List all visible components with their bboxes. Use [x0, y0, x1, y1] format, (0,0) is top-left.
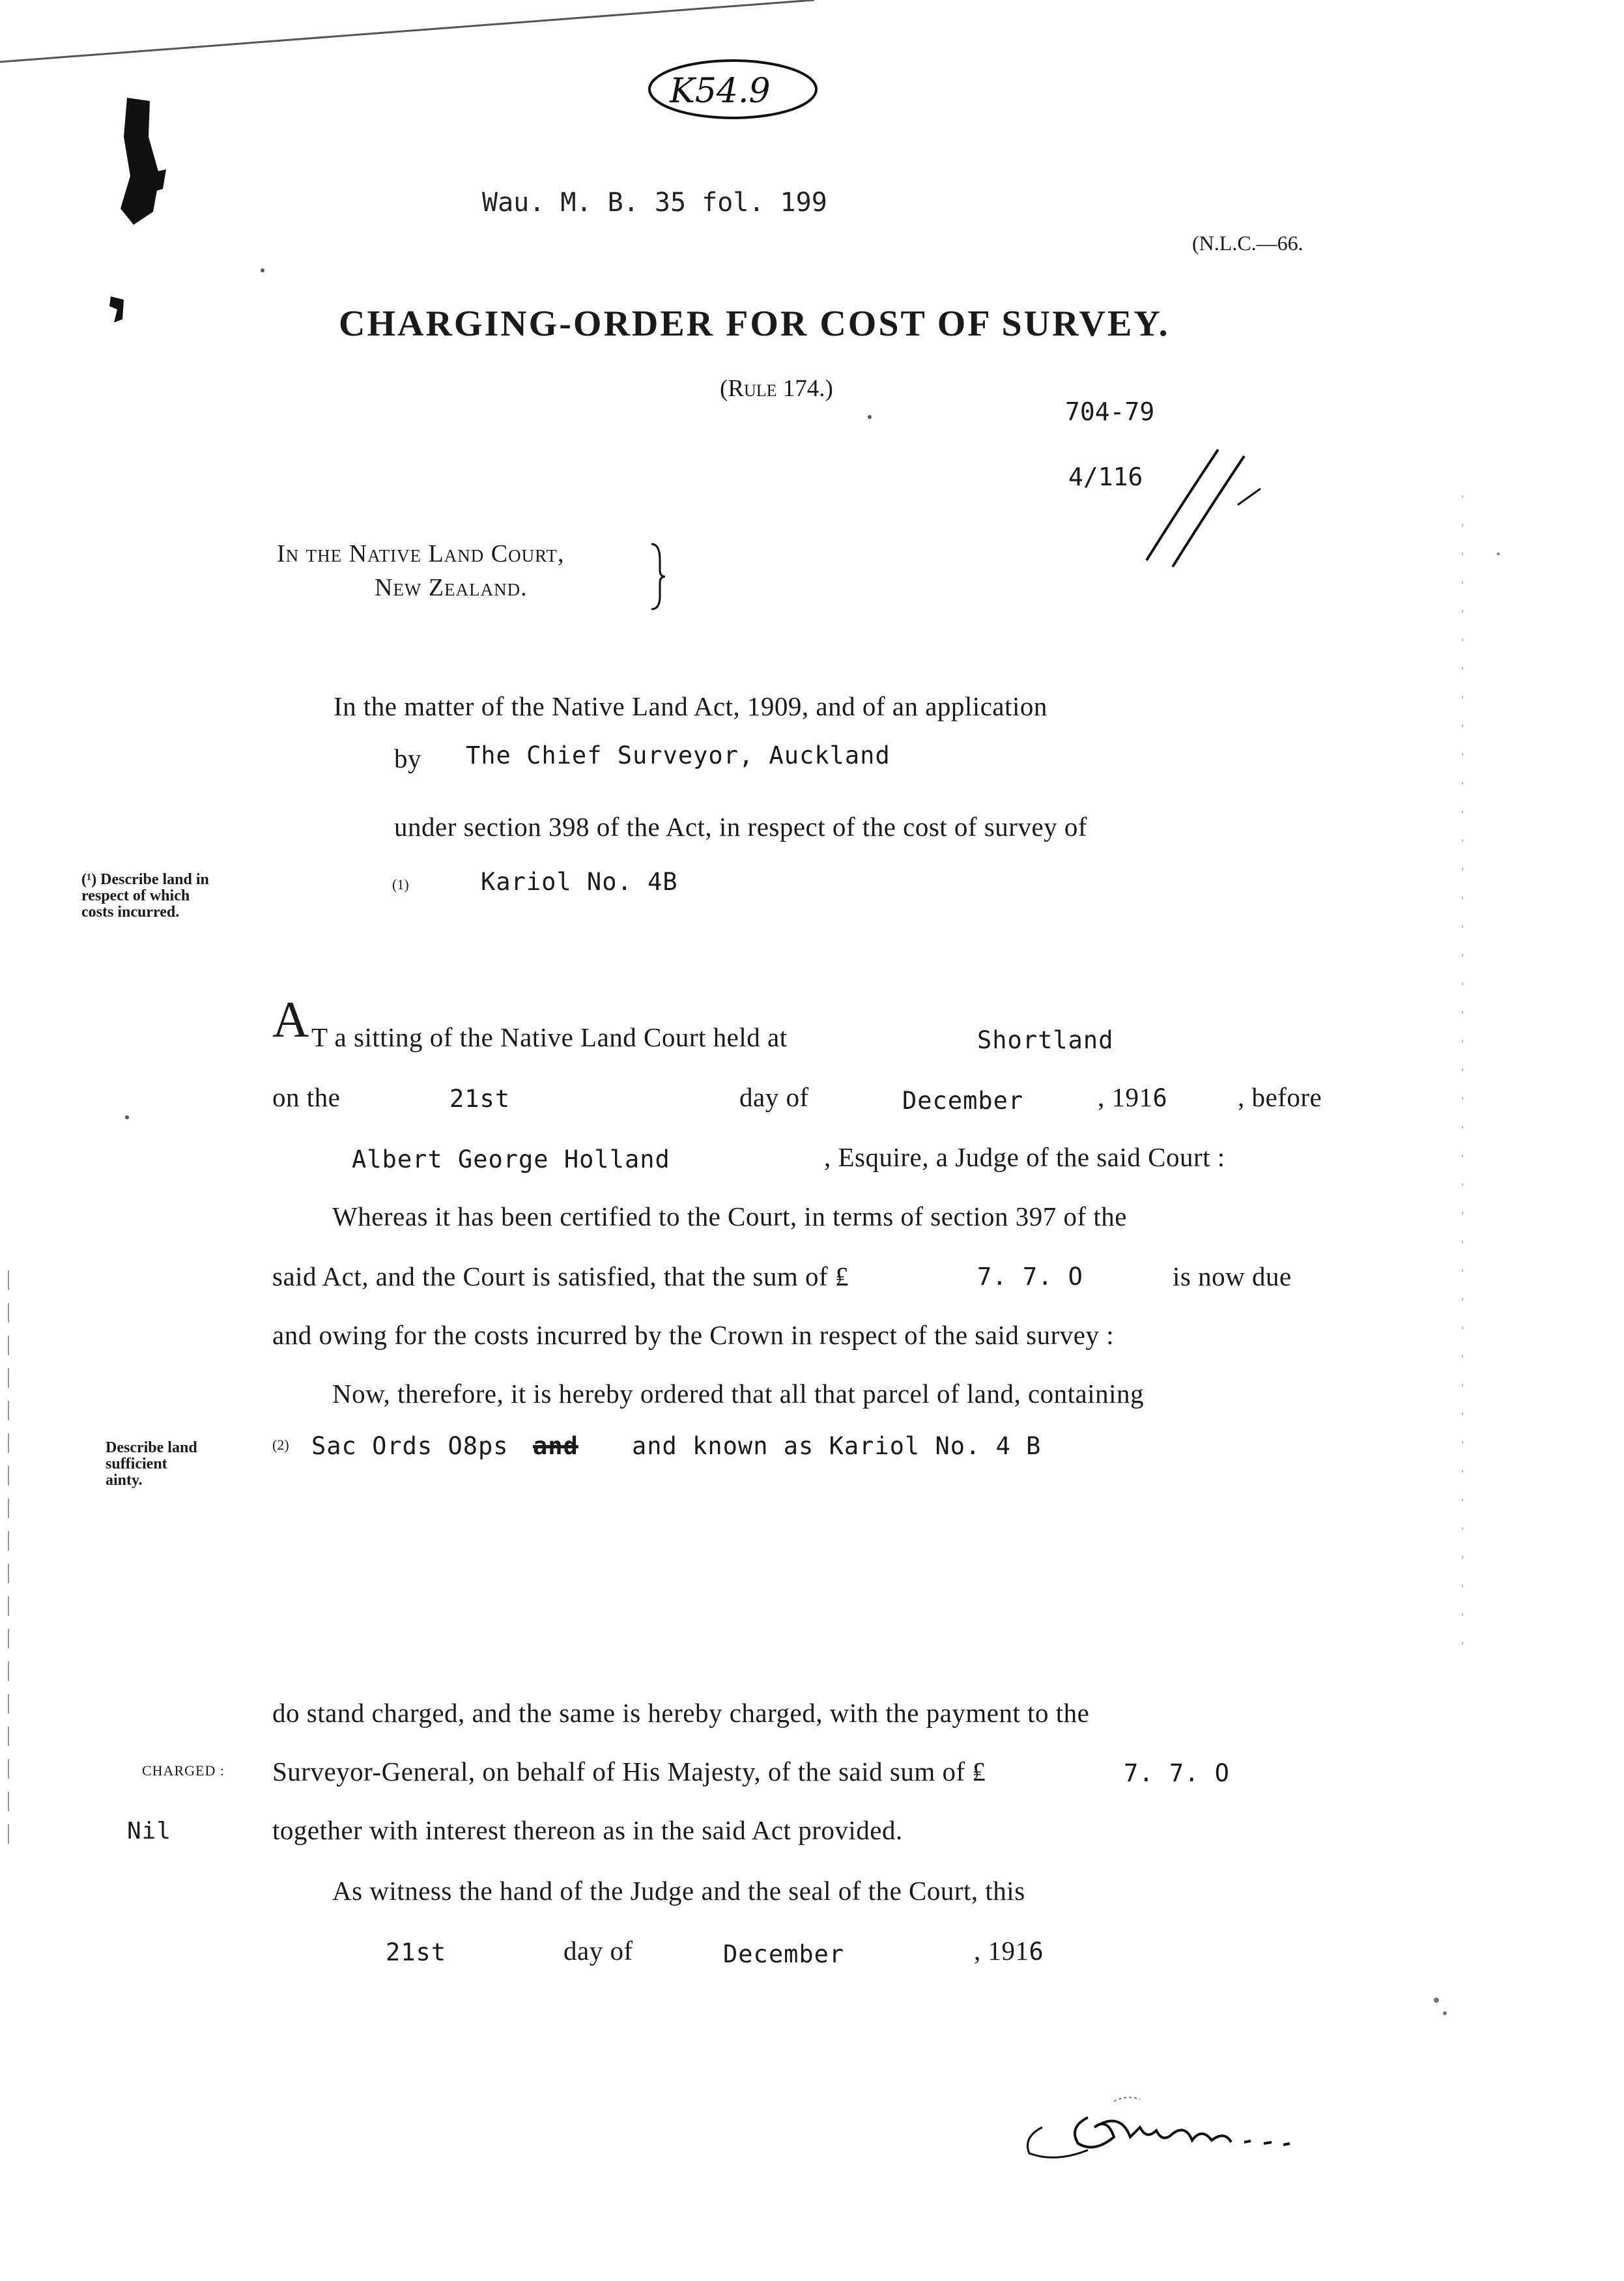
sitting-day: 21st: [449, 1085, 511, 1113]
witness-month: December: [723, 1940, 845, 1968]
form-code: (N.L.C.—66.: [1192, 231, 1303, 255]
file-reference: Wau. M. B. 35 fol. 199: [482, 188, 827, 218]
sitting-year-digit: 6: [1152, 1084, 1168, 1112]
witness-line1: As witness the hand of the Judge and the seal of the Court, this: [332, 1876, 1025, 1906]
sitting-year-prefix: , 191: [1098, 1082, 1153, 1112]
whereas-amount: 7. 7. O: [977, 1263, 1083, 1291]
note-marker-1: (1): [392, 876, 409, 893]
charge-line1: do stand charged, and the same is hereby charged, with the payment to the: [272, 1698, 1090, 1728]
court-heading-line2: New Zealand.: [375, 574, 528, 601]
court-heading-line1: In the Native Land Court,: [277, 540, 565, 567]
whereas-line3: and owing for the costs incurred by the Crown in respect of the said survey :: [272, 1320, 1115, 1350]
whereas-line1: Whereas it has been certified to the Court, in terms of section 397 of the: [332, 1201, 1127, 1231]
charge-line2-prefix: Surveyor-General, on behalf of His Majesty, of the said sum of ₤: [272, 1757, 986, 1786]
matter-line3: under section 398 of the Act, in respect of the cost of survey of: [394, 812, 1088, 842]
case-number: 704-79: [1065, 397, 1155, 426]
sitting-month: December: [902, 1087, 1024, 1115]
svg-text:K54.9: K54.9: [670, 72, 771, 111]
charge-line3: together with interest thereon as in the said Act provided.: [272, 1815, 903, 1845]
land-description: Kariol No. 4B: [481, 868, 678, 896]
sitting-on-the: on the: [272, 1082, 341, 1112]
witness-year-digit: 6: [1029, 1938, 1044, 1966]
sitting-place: Shortland: [977, 1026, 1114, 1054]
sitting-line1: T a sitting of the Native Land Court held at: [311, 1022, 788, 1052]
matter-by: by: [394, 743, 421, 773]
folio-number: 4/116: [1068, 463, 1143, 491]
witness-year-prefix: , 191: [974, 1936, 1029, 1966]
matter-line1: In the matter of the Native Land Act, 1909, and of an application: [334, 691, 1047, 721]
sitting-day-of: day of: [739, 1082, 809, 1112]
judge-name: Albert George Holland: [352, 1145, 670, 1173]
margin-note-describe-land-2: Describe land sufficient ainty.: [106, 1439, 197, 1489]
charged-value: Nil: [127, 1818, 172, 1844]
drop-cap: A: [272, 991, 309, 1048]
margin-note-describe-land: (¹) Describe land in respect of which costs incurred.: [81, 871, 209, 921]
judge-suffix: , Esquire, a Judge of the said Court :: [824, 1142, 1225, 1172]
struck-word: and: [533, 1432, 578, 1460]
parcel-description: Sac Ords O8ps: [311, 1432, 509, 1460]
witness-day: 21st: [386, 1938, 447, 1966]
note-marker-2: (2): [272, 1437, 289, 1453]
charged-label: CHARGED :: [142, 1762, 225, 1779]
rule-reference: (Rule 174.): [720, 375, 833, 402]
known-as: and known as Kariol No. 4 B: [632, 1432, 1042, 1460]
witness-day-of: day of: [563, 1936, 633, 1966]
whereas-line2-suffix: is now due: [1173, 1261, 1292, 1291]
order-line1: Now, therefore, it is hereby ordered that all that parcel of land, containing: [332, 1379, 1145, 1409]
applicant: The Chief Surveyor, Auckland: [466, 741, 890, 769]
whereas-line2-prefix: said Act, and the Court is satisfied, that the sum of ₤: [272, 1261, 849, 1291]
charge-amount: 7. 7. O: [1124, 1759, 1230, 1787]
document-title: CHARGING-ORDER FOR COST OF SURVEY.: [339, 304, 1170, 344]
sitting-before: , before: [1238, 1082, 1322, 1112]
